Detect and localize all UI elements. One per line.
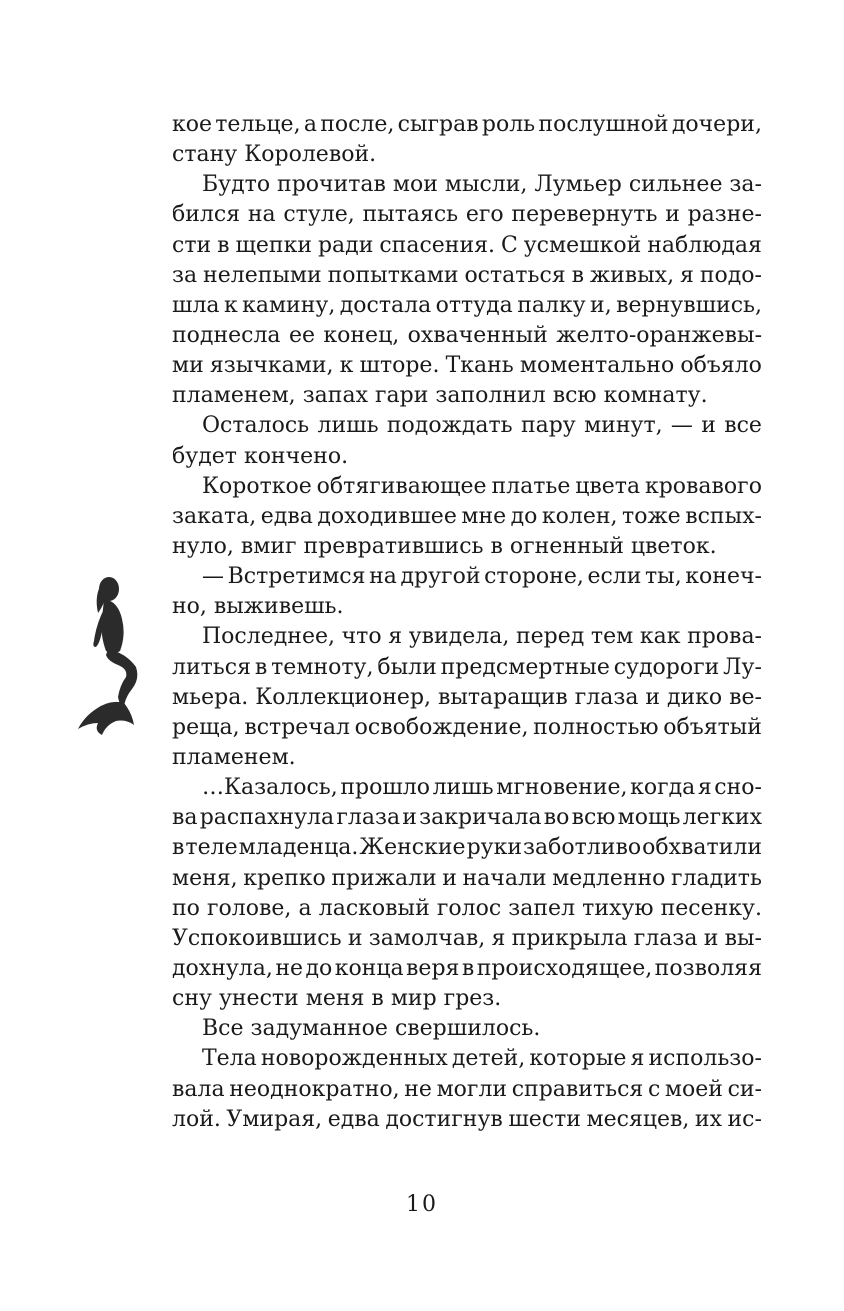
page-number: 10 [406,1192,438,1217]
text-line: нуло, вмиг превратившись в огненный цветок. [172,533,717,559]
text-line: будет кончено. [172,443,349,469]
text-line: Будто прочитав мои мысли, Лумьер сильнее за- [202,172,762,198]
text-line: ва распахнула глаза и закричала во всю мощь легких [172,805,762,831]
text-line: сну унести меня в мир грез. [172,986,502,1012]
text-line: стану Королевой. [172,142,377,168]
text-line: заката, едва доходившее мне до колен, тоже вспых- [172,503,762,529]
text-line: реща, встречал освобождение, полностью объятый [172,714,762,740]
text-line: дохнула, не до конца веря в происходящее, позволяя [172,955,762,981]
text-line: бился на стуле, пытаясь его перевернуть и разне- [172,202,762,228]
text-line: Все задуманное свершилось. [202,1016,541,1042]
text-line: Тела новорожденных детей, которые я использо- [202,1046,762,1072]
text-line: пламенем. [172,744,296,770]
text-line: Короткое обтягивающее платье цвета кровавого [202,473,762,499]
text-line: шла к камину, достала оттуда палку и, вернувшись, [172,292,762,318]
text-line: вала неоднократно, не могли справиться с моей си- [172,1076,762,1102]
text-line: мьера. Коллекционер, вытаращив глаза и дико ве- [172,684,762,710]
text-line: но, выживешь. [172,594,344,620]
text-line: Осталось лишь подождать пару минут, — и все [202,413,762,439]
body-text [172,110,762,1135]
text-line: — Встретимся на другой стороне, если ты, конеч- [202,564,762,590]
text-line: пламенем, запах гари заполнил всю комнату. [172,383,708,409]
text-line: литься в темноту, были предсмертные судороги Лу- [172,654,762,680]
text-line: поднесла ее конец, охваченный желто-оранжевы- [172,322,762,348]
text-line: кое тельце, а после, сыграв роль послушной дочери, [172,112,762,137]
text-line: Последнее, что я увидела, перед тем как прова- [202,624,762,650]
text-line: …Казалось, прошло лишь мгновение, когда я сно- [202,775,762,801]
text-line: по голове, а ласковый голос запел тихую песенку. [172,895,762,921]
text-line: лой. Умирая, едва достигнув шести месяцев, их ис- [172,1106,762,1132]
mermaid-silhouette-icon [74,575,156,735]
text-line: ми язычками, к шторе. Ткань моментально объяло [172,353,762,379]
text-line: Успокоившись и замолчав, я прикрыла глаза и вы- [172,925,762,951]
text-line: меня, крепко прижали и начали медленно гладить [172,865,762,891]
text-line: в теле младенца. Женские руки заботливо обхватили [172,835,762,861]
text-line: за нелепыми попытками остаться в живых, я подо- [172,262,762,288]
text-line: сти в щепки ради спасения. С усмешкой наблюдая [172,232,762,258]
